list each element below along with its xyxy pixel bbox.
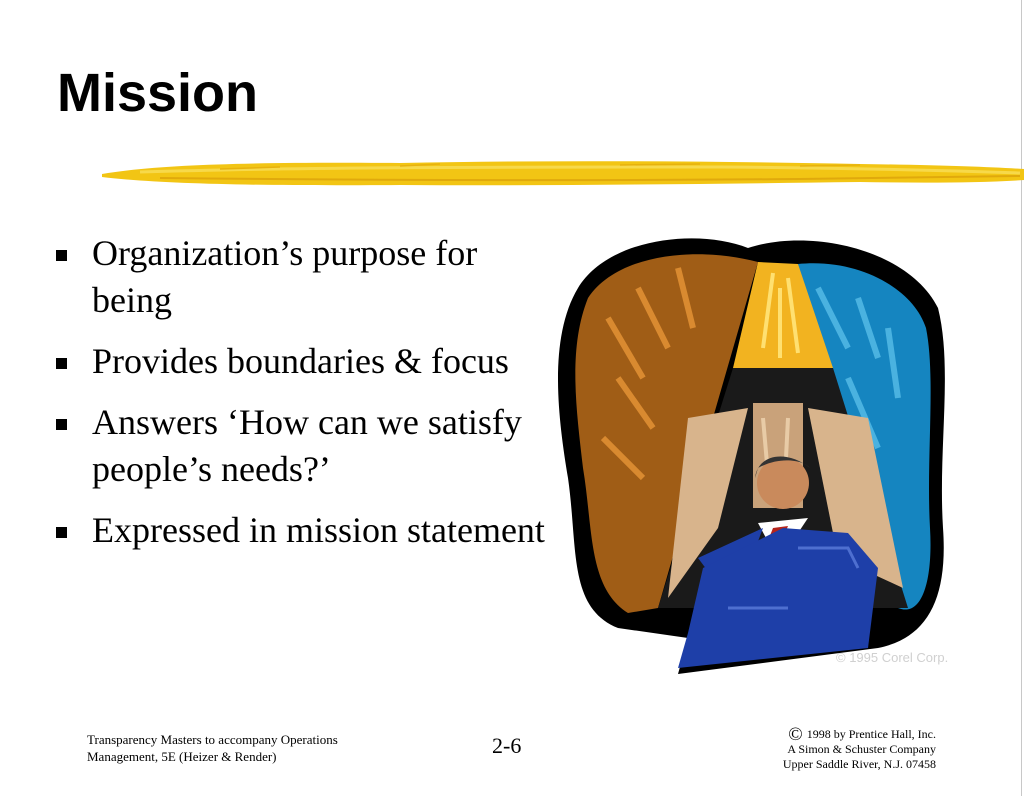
bullet-text: Provides boundaries & focus (92, 341, 509, 381)
bullet-text: Expressed in mission statement (92, 510, 545, 550)
bullet-item (56, 230, 546, 324)
page-number: 2-6 (492, 733, 522, 758)
slide-right-border (1021, 0, 1022, 796)
image-credit: © 1995 Corel Corp. (836, 650, 949, 665)
copyright-icon: © (788, 724, 803, 745)
footer-source-line2: Management, 5E (Heizer & Render) (87, 749, 277, 764)
bullet-text: Organization’s purpose for being (92, 233, 478, 320)
bullet-text: Answers ‘How can we satisfy people’s needs?’ (92, 402, 522, 489)
bullet-item (56, 338, 546, 385)
footer-source (87, 731, 338, 765)
square-bullet-icon (56, 358, 67, 369)
bullet-item (56, 399, 546, 493)
yellow-brush-stroke (100, 150, 1024, 195)
bullet-list (56, 230, 546, 568)
slide-title: Mission (57, 63, 259, 123)
square-bullet-icon (56, 527, 67, 538)
square-bullet-icon (56, 419, 67, 430)
square-bullet-icon (56, 250, 67, 261)
copyright-text: 1998 by Prentice Hall, Inc. (806, 727, 936, 741)
businessman-clipart (548, 228, 954, 674)
footer-copyright-line3: Upper Saddle River, N.J. 07458 (782, 757, 936, 771)
footer-source-line1: Transparency Masters to accompany Operations (87, 732, 338, 747)
footer-copyright (782, 724, 936, 772)
bullet-item (56, 507, 546, 554)
footer-copyright-line1 (783, 724, 936, 745)
footer-copyright-line2: A Simon & Schuster Company (787, 742, 936, 756)
